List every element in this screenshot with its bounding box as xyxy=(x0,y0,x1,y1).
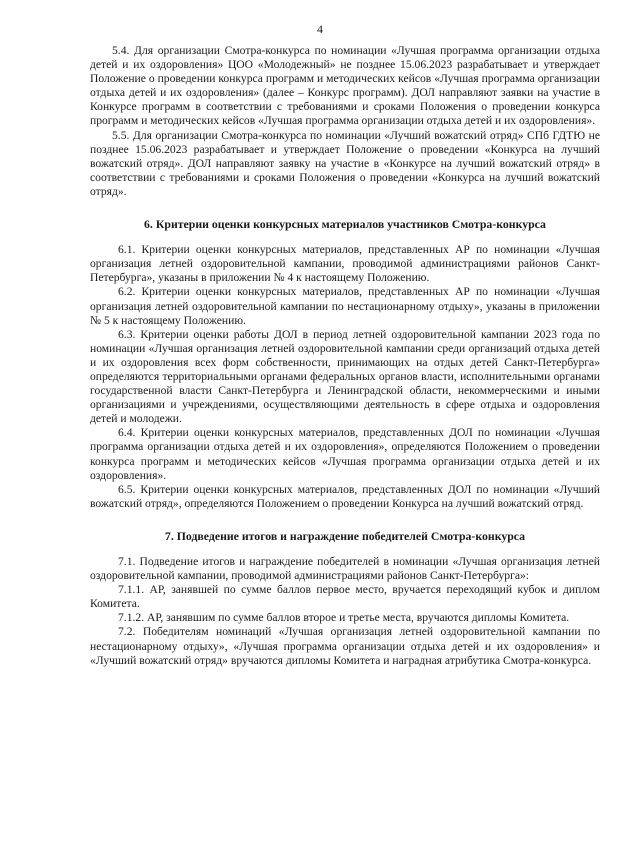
paragraph-6-3: 6.3. Критерии оценки работы ДОЛ в период летней оздоровительной кампании 2023 года по номинации «Лучшая организация летней оздоровительной кампании среди организаций отдыха детей и их оздоровления всех форм собственности, принимающих на отдых детей Санкт-Петербурга» определяются территориальными органами федеральных органов власти, исполнительными органами государственной власти Санкт-Петербурга и Ленинградской области, некоммерческими и иными организациями и учреждениями, осуществляющими деятельность в сфере отдыха и оздоровления детей и молодежи. xyxy=(90,327,600,426)
paragraph-6-1: 6.1. Критерии оценки конкурсных материалов, представленных АР по номинации «Лучшая организация летней оздоровительной кампании, проводимой администрациями районов Санкт-Петербурга», указаны в приложении № 4 к настоящему Положению. xyxy=(90,243,600,285)
section-heading-6: 6. Критерии оценки конкурсных материалов участников Смотра-конкурса xyxy=(144,217,546,232)
page-number: 4 xyxy=(317,22,323,36)
paragraph-6-4: 6.4. Критерии оценки конкурсных материалов, представленных ДОЛ по номинации «Лучшая программа организации отдыха детей и их оздоровления», определяются Положением о проведении конкурса программ и методических кейсов «Лучшая программа организации отдыха детей и их оздоровления». xyxy=(90,426,600,482)
paragraph-5-5: 5.5. Для организации Смотра-конкурса по номинации «Лучший вожатский отряд» СПб ГДТЮ не позднее 15.06.2023 разрабатывает и утверждает Положение о проведении «Конкурса на лучший вожатский отряд». ДОЛ направляют заявку на участие в «Конкурсе на лучший вожатский отряд» в соответствии с требованиями и сроками Положения о проведении «Конкурса на лучший вожатский отряд». xyxy=(90,128,600,198)
paragraph-7-1-1: 7.1.1. АР, занявшей по сумме баллов первое место, вручается переходящий кубок и диплом Комитета. xyxy=(90,583,600,611)
section-heading-7: 7. Подведение итогов и награждение победителей Смотра-конкурса xyxy=(164,528,526,543)
paragraph-7-2: 7.2. Победителям номинаций «Лучшая организация летней оздоровительной кампании по нестационарному отдыху», «Лучшая программа организации отдыха детей и их оздоровления» и «Лучший вожатский отряд» вручаются дипломы Комитета и наградная атрибутика Смотра-конкурса. xyxy=(90,625,600,667)
paragraph-7-1: 7.1. Подведение итогов и награждение победителей в номинации «Лучшая организация летней оздоровительной кампании, проводимой администрациями районов Санкт-Петербурга»: xyxy=(90,555,600,583)
paragraph-6-5: 6.5. Критерии оценки конкурсных материалов, представленных ДОЛ по номинации «Лучший вожатский отряд», определяются Положением о проведении Конкурса на лучший вожатский отряд. xyxy=(90,482,600,510)
paragraph-7-1-2: 7.1.2. АР, занявшим по сумме баллов второе и третье места, вручаются дипломы Комитета. xyxy=(118,611,570,625)
paragraph-6-2: 6.2. Критерии оценки конкурсных материалов, представленных АР по номинации «Лучшая организация летней оздоровительной кампании по нестационарному отдыху», указаны в приложении № 5 к настоящему Положению. xyxy=(90,285,600,327)
paragraph-5-4: 5.4. Для организации Смотра-конкурса по номинации «Лучшая программа организации отдыха детей и их оздоровления» ЦОО «Молодежный» не позднее 15.06.2023 разрабатывает и утверждает Положение о проведении конкурса программ и методических кейсов «Лучшая программа организации отдыха детей и их оздоровления» (далее – Конкурс программ). ДОЛ направляют заявки на участие в Конкурсе программ в соответствии с требованиями и сроками Положения о проведении конкурса программ и методических кейсов «Лучшая программа организации отдыха детей и их оздоровления». xyxy=(90,44,600,128)
document-body xyxy=(90,44,600,668)
